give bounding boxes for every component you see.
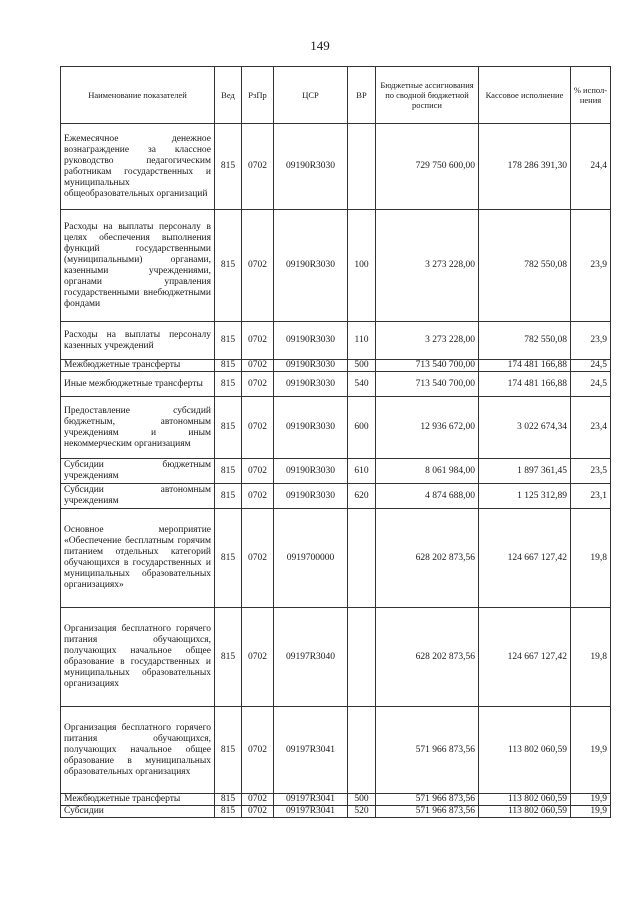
header-cash: Кассовое исполнение [479, 67, 571, 124]
row-cash: 1 125 312,89 [479, 484, 571, 509]
row-budget: 3 273 228,00 [376, 210, 479, 322]
table-row [61, 360, 611, 372]
row-name: Межбюджетные трансферты [61, 794, 215, 806]
row-csr: 09190R3030 [274, 124, 348, 210]
row-name: Организация бесплатного горячего питания обучающихся, получающих начальное общее образование в государственных и муниципальных образовательных организациях [61, 608, 215, 707]
row-vr [348, 124, 376, 210]
row-ved: 815 [215, 608, 242, 707]
row-ved: 815 [215, 509, 242, 608]
table-row [61, 210, 611, 322]
row-cash: 1 897 361,45 [479, 459, 571, 484]
row-percent: 19,9 [571, 707, 611, 794]
row-budget: 4 874 688,00 [376, 484, 479, 509]
row-percent: 23,1 [571, 484, 611, 509]
row-budget: 571 966 873,56 [376, 707, 479, 794]
row-rzpr: 0702 [242, 806, 274, 818]
table-row [61, 608, 611, 707]
row-name: Субсидии бюджетным учреждениям [61, 459, 215, 484]
header-csr: ЦСР [274, 67, 348, 124]
row-rzpr: 0702 [242, 459, 274, 484]
row-ved: 815 [215, 707, 242, 794]
row-percent: 23,9 [571, 210, 611, 322]
table-row [61, 397, 611, 459]
header-budget: Бюджетные ассигнования по сводной бюджетной росписи [376, 67, 479, 124]
table-row [61, 509, 611, 608]
header-percent: % испол-нения [571, 67, 611, 124]
row-vr: 620 [348, 484, 376, 509]
row-ved: 815 [215, 794, 242, 806]
row-csr: 09197R3041 [274, 707, 348, 794]
row-budget: 628 202 873,56 [376, 509, 479, 608]
row-cash: 113 802 060,59 [479, 806, 571, 818]
row-budget: 713 540 700,00 [376, 360, 479, 372]
row-vr [348, 509, 376, 608]
row-csr: 09190R3030 [274, 459, 348, 484]
row-budget: 713 540 700,00 [376, 372, 479, 397]
row-vr: 600 [348, 397, 376, 459]
row-csr: 09197R3040 [274, 608, 348, 707]
row-ved: 815 [215, 372, 242, 397]
row-cash: 174 481 166,88 [479, 360, 571, 372]
row-rzpr: 0702 [242, 794, 274, 806]
row-vr: 500 [348, 794, 376, 806]
row-budget: 8 061 984,00 [376, 459, 479, 484]
row-budget: 628 202 873,56 [376, 608, 479, 707]
row-rzpr: 0702 [242, 124, 274, 210]
row-percent: 24,4 [571, 124, 611, 210]
table-row [61, 707, 611, 794]
row-name: Иные межбюджетные трансферты [61, 372, 215, 397]
header-name: Наименование показателей [61, 67, 215, 124]
row-csr: 09190R3030 [274, 484, 348, 509]
row-name: Предоставление субсидий бюджетным, автономным учреждениям и иным некоммерческим организациям [61, 397, 215, 459]
row-percent: 19,8 [571, 509, 611, 608]
row-ved: 815 [215, 459, 242, 484]
row-percent: 23,5 [571, 459, 611, 484]
row-percent: 19,8 [571, 608, 611, 707]
table-row [61, 806, 611, 818]
row-csr: 09190R3030 [274, 360, 348, 372]
row-name: Межбюджетные трансферты [61, 360, 215, 372]
row-vr: 540 [348, 372, 376, 397]
row-cash: 124 667 127,42 [479, 608, 571, 707]
row-ved: 815 [215, 124, 242, 210]
row-name: Субсидии автономным учреждениям [61, 484, 215, 509]
row-name: Ежемесячное денежное вознаграждение за классное руководство педагогическим работникам государственных и муниципальных общеобразовательных организаций [61, 124, 215, 210]
row-cash: 113 802 060,59 [479, 707, 571, 794]
table-row [61, 459, 611, 484]
row-rzpr: 0702 [242, 707, 274, 794]
row-rzpr: 0702 [242, 372, 274, 397]
row-cash: 782 550,08 [479, 322, 571, 360]
row-budget: 571 966 873,56 [376, 794, 479, 806]
row-cash: 174 481 166,88 [479, 372, 571, 397]
header-rzpr: РзПр [242, 67, 274, 124]
row-cash: 124 667 127,42 [479, 509, 571, 608]
row-name: Организация бесплатного горячего питания обучающихся, получающих начальное общее образование в муниципальных образовательных организациях [61, 707, 215, 794]
row-rzpr: 0702 [242, 210, 274, 322]
row-name: Расходы на выплаты персоналу казенных учреждений [61, 322, 215, 360]
row-ved: 815 [215, 360, 242, 372]
row-ved: 815 [215, 322, 242, 360]
table-row [61, 484, 611, 509]
row-rzpr: 0702 [242, 360, 274, 372]
row-vr: 100 [348, 210, 376, 322]
row-csr: 09190R3030 [274, 372, 348, 397]
row-ved: 815 [215, 397, 242, 459]
row-cash: 113 802 060,59 [479, 794, 571, 806]
table-row [61, 794, 611, 806]
row-ved: 815 [215, 484, 242, 509]
page-number: 149 [310, 38, 330, 53]
row-percent: 19,9 [571, 794, 611, 806]
row-budget: 3 273 228,00 [376, 322, 479, 360]
row-ved: 815 [215, 806, 242, 818]
row-budget: 12 936 672,00 [376, 397, 479, 459]
row-ved: 815 [215, 210, 242, 322]
row-name: Субсидии [61, 806, 215, 818]
row-budget: 729 750 600,00 [376, 124, 479, 210]
row-rzpr: 0702 [242, 484, 274, 509]
row-name: Расходы на выплаты персоналу в целях обеспечения выполнения функций государственными (муниципальными) органами, казенными учреждениями, органами управления государственными внебюджетными фондами [61, 210, 215, 322]
row-name: Основное мероприятие «Обеспечение бесплатным горячим питанием отдельных категорий обучающихся в государственных и муниципальных образовательных организациях» [61, 509, 215, 608]
table-row [61, 322, 611, 360]
row-vr [348, 608, 376, 707]
row-percent: 24,5 [571, 360, 611, 372]
row-vr [348, 707, 376, 794]
table-header-row [61, 67, 611, 124]
header-vr: ВР [348, 67, 376, 124]
row-csr: 09190R3030 [274, 210, 348, 322]
table-row [61, 372, 611, 397]
row-csr: 09190R3030 [274, 322, 348, 360]
row-vr: 110 [348, 322, 376, 360]
row-vr: 610 [348, 459, 376, 484]
row-percent: 23,4 [571, 397, 611, 459]
row-percent: 23,9 [571, 322, 611, 360]
row-vr: 500 [348, 360, 376, 372]
row-csr: 09197R3041 [274, 806, 348, 818]
row-percent: 19,9 [571, 806, 611, 818]
row-csr: 09197R3041 [274, 794, 348, 806]
row-rzpr: 0702 [242, 509, 274, 608]
table-row [61, 124, 611, 210]
row-csr: 0919700000 [274, 509, 348, 608]
row-percent: 24,5 [571, 372, 611, 397]
row-budget: 571 966 873,56 [376, 806, 479, 818]
row-vr: 520 [348, 806, 376, 818]
row-cash: 3 022 674,34 [479, 397, 571, 459]
row-csr: 09190R3030 [274, 397, 348, 459]
header-ved: Вед [215, 67, 242, 124]
row-rzpr: 0702 [242, 608, 274, 707]
row-cash: 178 286 391,30 [479, 124, 571, 210]
row-cash: 782 550,08 [479, 210, 571, 322]
row-rzpr: 0702 [242, 322, 274, 360]
row-rzpr: 0702 [242, 397, 274, 459]
budget-execution-table [60, 66, 611, 818]
